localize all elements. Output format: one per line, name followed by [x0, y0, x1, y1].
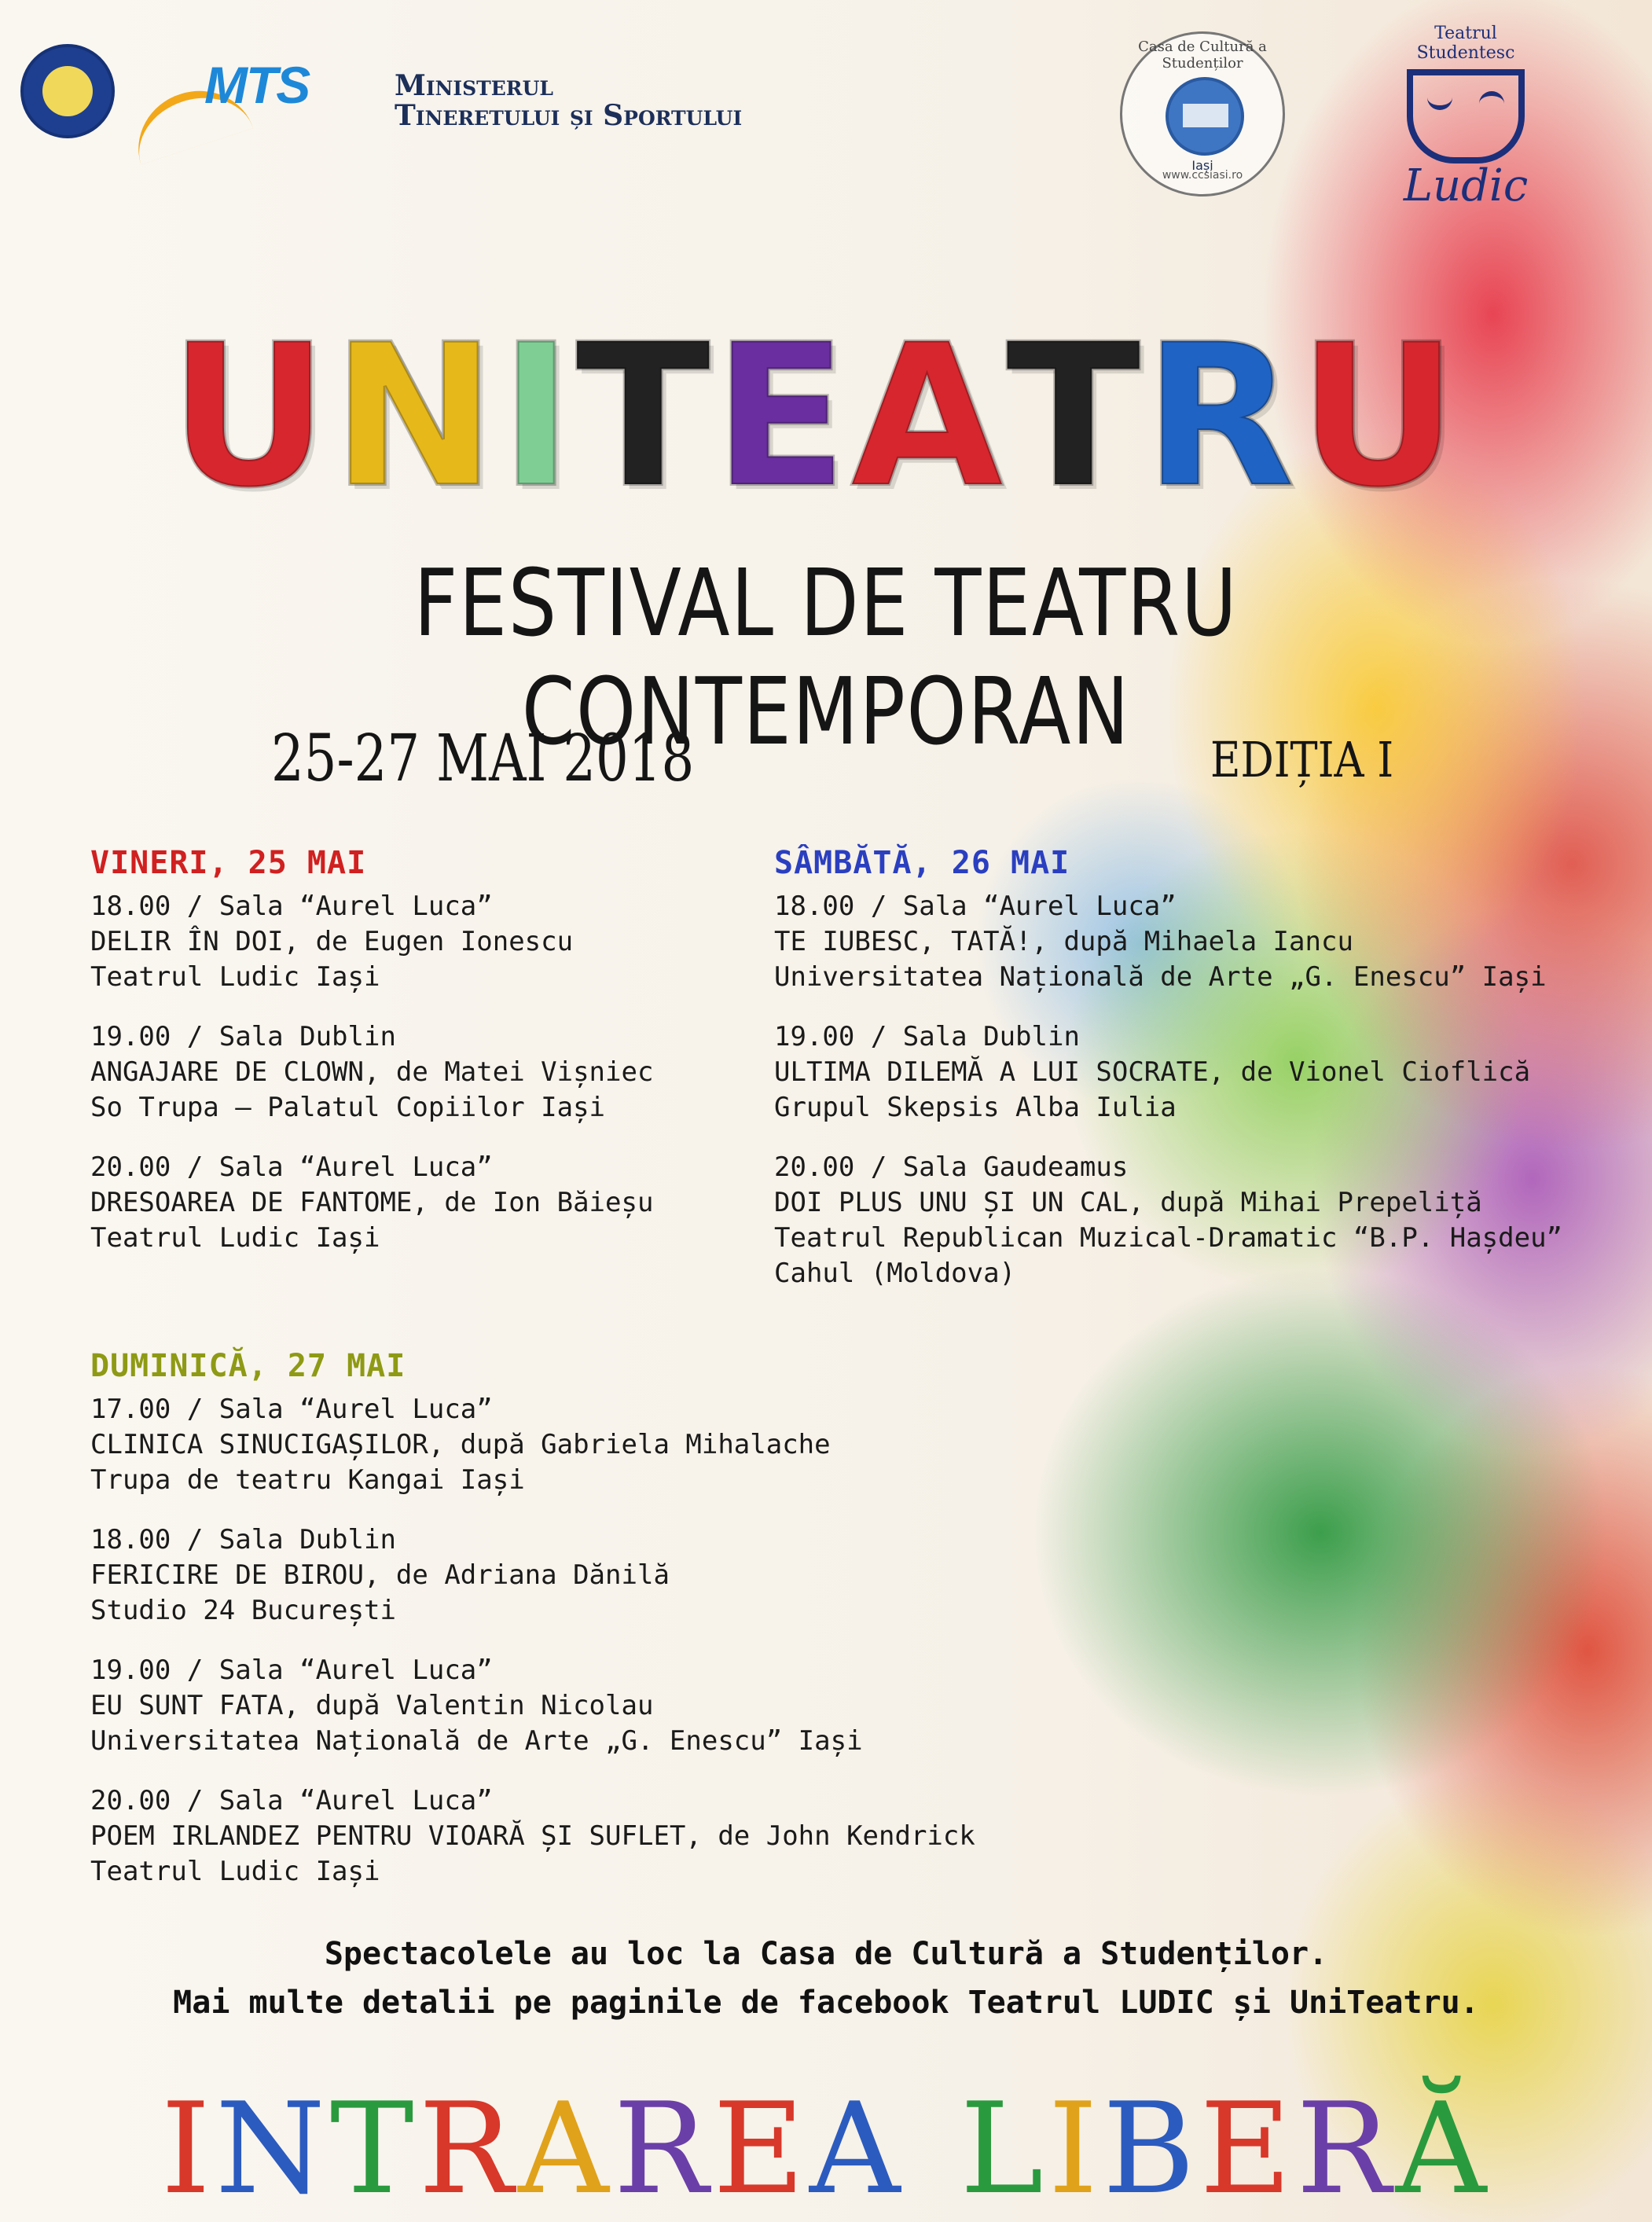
event-time: 17.00 / Sala “Aurel Luca”	[90, 1394, 493, 1425]
day-heading: SÂMBĂTĂ, 26 MAI	[774, 845, 1070, 881]
entry-letter: R	[418, 2075, 519, 2222]
title-letter: T	[1006, 302, 1140, 531]
entry-letter: R	[613, 2075, 714, 2222]
mts-logo-text: MTS	[204, 56, 310, 114]
event-title: ANGAJARE DE CLOWN, de Matei Vișniec	[90, 1056, 654, 1088]
event-company: Teatrul Ludic Iași	[90, 961, 380, 993]
event	[90, 889, 653, 995]
theatre-masks-icon	[1407, 69, 1525, 163]
event	[774, 1150, 1562, 1291]
ccs-logo-text: Casa de Cultură a Studenților	[1138, 39, 1267, 72]
event	[90, 1653, 975, 1759]
event-title: POEM IRLANDEZ PENTRU VIOARĂ ȘI SUFLET, de John Kendrick	[90, 1820, 975, 1852]
event	[90, 1392, 975, 1498]
entry-letter: L	[960, 2075, 1048, 2222]
ccs-logo-city: Iași	[1191, 158, 1213, 173]
government-logo	[20, 44, 115, 138]
day-heading: DUMINICĂ, 27 MAI	[90, 1348, 406, 1384]
day-sunday	[90, 1348, 975, 1914]
entry-letter: Ă	[1395, 2075, 1492, 2222]
event-title: ULTIMA DILEMĂ A LUI SOCRATE, de Vionel Cioflică	[774, 1056, 1531, 1088]
ludic-logo-top: Teatrul Studentesc	[1416, 24, 1515, 63]
entry-letter: B	[1102, 2075, 1200, 2222]
entry-letter: R	[1296, 2075, 1396, 2222]
entry-letter: E	[1199, 2075, 1297, 2222]
day-saturday	[774, 845, 1562, 1316]
event-time: 18.00 / Sala Dublin	[90, 1524, 396, 1555]
entry-letter: I	[1048, 2075, 1103, 2222]
event-time: 18.00 / Sala “Aurel Luca”	[774, 891, 1177, 922]
ministry-line1: Ministerul	[395, 69, 553, 102]
title-letter: R	[1144, 302, 1295, 531]
ccs-logo	[1120, 31, 1285, 196]
event-company: Teatrul Ludic Iași	[90, 1856, 380, 1887]
venue-info	[0, 1930, 1652, 2027]
title-letter: U	[1298, 302, 1458, 531]
event-time: 20.00 / Sala “Aurel Luca”	[90, 1151, 493, 1183]
festival-edition: EDIȚIA I	[1210, 731, 1394, 788]
event-title: DOI PLUS UNU ȘI UN CAL, după Mihai Prepeliță	[774, 1187, 1482, 1218]
event-company: Studio 24 București	[90, 1595, 396, 1626]
day-friday	[90, 845, 653, 1280]
entry-word	[960, 2075, 1491, 2222]
free-entry-banner	[0, 2075, 1652, 2222]
event-company: Teatrul Republican Muzical-Dramatic “B.P. Hașdeu”	[774, 1222, 1563, 1254]
event-time: 19.00 / Sala Dublin	[90, 1021, 396, 1052]
entry-letter: E	[713, 2075, 809, 2222]
event-company: Universitatea Națională de Arte „G. Enescu” Iași	[90, 1725, 863, 1757]
event	[774, 889, 1562, 995]
event-title: DRESOAREA DE FANTOME, de Ion Băieșu	[90, 1187, 654, 1218]
entry-word	[161, 2075, 905, 2222]
festival-dates: 25-27 MAI 2018	[271, 722, 695, 796]
event-title: FERICIRE DE BIROU, de Adriana Dănilă	[90, 1559, 670, 1591]
entry-letter: A	[518, 2075, 614, 2222]
event	[90, 1019, 653, 1126]
ludic-logo	[1383, 24, 1548, 211]
event-company: Universitatea Națională de Arte „G. Enescu” Iași	[774, 961, 1547, 993]
title-letter: A	[850, 302, 1004, 531]
event-company: Trupa de teatru Kangai Iași	[90, 1464, 525, 1496]
building-icon	[1166, 77, 1244, 156]
facebook-line: Mai multe detalii pe paginile de facebook Teatrul LUDIC și UniTeatru.	[173, 1985, 1479, 2021]
event-company: Teatrul Ludic Iași	[90, 1222, 380, 1254]
event	[90, 1783, 975, 1890]
ministry-name	[395, 71, 742, 130]
event-company: Grupul Skepsis Alba Iulia	[774, 1092, 1177, 1123]
festival-subtitle: FESTIVAL DE TEATRU CONTEMPORAN	[413, 549, 1239, 766]
event-time: 19.00 / Sala “Aurel Luca”	[90, 1655, 493, 1686]
event-title: DELIR ÎN DOI, de Eugen Ionescu	[90, 926, 574, 957]
event-title: TE IUBESC, TATĂ!, după Mihaela Iancu	[774, 926, 1353, 957]
ministry-line2: Tineretului și Sportului	[395, 99, 743, 132]
event-title: CLINICA SINUCIGAȘILOR, după Gabriela Mihalache	[90, 1429, 831, 1460]
title-letter: N	[332, 302, 497, 531]
event-time: 20.00 / Sala “Aurel Luca”	[90, 1785, 493, 1816]
event-company-location: Cahul (Moldova)	[774, 1258, 1016, 1289]
ludic-logo-name: Ludic	[1403, 160, 1529, 211]
day-heading: VINERI, 25 MAI	[90, 845, 367, 881]
event-time: 19.00 / Sala Dublin	[774, 1021, 1080, 1052]
title-letter: U	[169, 302, 329, 531]
ccs-logo-url: www.ccsiasi.ro	[1162, 169, 1243, 182]
venue-line: Spectacolele au loc la Casa de Cultură a Studenților.	[324, 1936, 1328, 1972]
event-time: 20.00 / Sala Gaudeamus	[774, 1151, 1129, 1183]
mts-logo	[130, 55, 334, 149]
event	[774, 1019, 1562, 1126]
festival-logo-title	[169, 302, 1458, 531]
entry-letter: N	[215, 2075, 330, 2222]
event-time: 18.00 / Sala “Aurel Luca”	[90, 891, 493, 922]
event	[90, 1150, 653, 1256]
title-letter: I	[499, 302, 573, 531]
title-letter: E	[713, 302, 848, 531]
entry-letter: I	[160, 2075, 215, 2222]
entry-letter: T	[329, 2075, 419, 2222]
event	[90, 1522, 975, 1629]
title-letter: T	[575, 302, 710, 531]
coat-of-arms-icon	[42, 66, 93, 116]
entry-letter: A	[809, 2075, 905, 2222]
event-title: EU SUNT FATA, după Valentin Nicolau	[90, 1690, 654, 1721]
event-company: So Trupa – Palatul Copiilor Iași	[90, 1092, 606, 1123]
